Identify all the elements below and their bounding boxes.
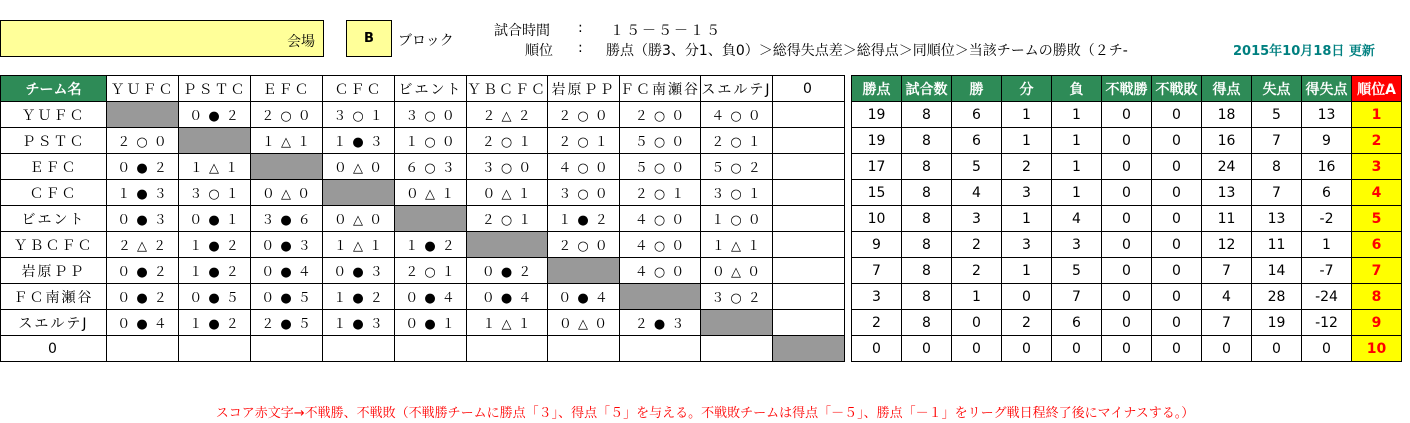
stat-cell: 0 [1302, 336, 1352, 362]
stat-cell: 13 [1202, 180, 1252, 206]
score-cell: ０ ● ５ [179, 284, 251, 310]
stat-cell: 5 [952, 154, 1002, 180]
column-gap [845, 128, 852, 154]
score-cell: １ ● ２ [548, 206, 620, 232]
stat-cell: 0 [1152, 206, 1202, 232]
score-cell: ０ ● ４ [107, 310, 179, 336]
team-name-cell: ＣＦＣ [1, 180, 107, 206]
table-row [1, 128, 1402, 154]
venue-label: 会場 [287, 34, 315, 50]
rank-cell: 8 [1352, 284, 1402, 310]
score-cell: ０ ● ２ [179, 102, 251, 128]
score-cell: ２ △ ２ [467, 102, 548, 128]
self-match-cell [620, 284, 701, 310]
self-match-cell [467, 232, 548, 258]
score-cell [395, 336, 467, 362]
stat-header-forfeit-losses: 不戦敗 [1152, 76, 1202, 102]
stat-cell: 8 [902, 310, 952, 336]
table-row [1, 206, 1402, 232]
score-cell [773, 102, 845, 128]
stat-cell: 17 [852, 154, 902, 180]
score-cell: １ △ １ [323, 232, 395, 258]
table-row [1, 336, 1402, 362]
rank-cell: 1 [1352, 102, 1402, 128]
stat-cell: 6 [1302, 180, 1352, 206]
stat-cell: 0 [1152, 154, 1202, 180]
stat-cell: 0 [952, 336, 1002, 362]
stat-cell: 12 [1202, 232, 1252, 258]
rank-cell: 3 [1352, 154, 1402, 180]
score-cell: ２ ○ １ [467, 128, 548, 154]
stat-cell: 1 [1052, 102, 1102, 128]
score-cell: ０ △ １ [467, 180, 548, 206]
score-header-7: ＦＣ南瀬谷 [620, 76, 701, 102]
rank-cell: 7 [1352, 258, 1402, 284]
score-cell [773, 258, 845, 284]
stat-cell: 0 [952, 310, 1002, 336]
score-cell [548, 336, 620, 362]
score-cell: １ ○ ０ [395, 128, 467, 154]
stat-cell: 1 [1052, 154, 1102, 180]
match-time-value: １５－５－１５ [610, 23, 722, 39]
stat-header-games: 試合数 [902, 76, 952, 102]
score-cell: ０ ● ２ [107, 154, 179, 180]
team-name-cell: ＥＦＣ [1, 154, 107, 180]
rank-cell: 5 [1352, 206, 1402, 232]
stat-cell: 0 [1152, 258, 1202, 284]
stat-cell: 0 [1102, 206, 1152, 232]
score-cell [773, 310, 845, 336]
table-row [1, 284, 1402, 310]
stat-cell: 8 [902, 284, 952, 310]
score-cell [251, 336, 323, 362]
stat-cell: 13 [1252, 206, 1302, 232]
self-match-cell [251, 154, 323, 180]
stat-cell: 28 [1252, 284, 1302, 310]
stat-cell: 0 [1102, 232, 1152, 258]
stat-cell: 6 [952, 128, 1002, 154]
score-cell: ２ ○ １ [395, 258, 467, 284]
stat-cell: 8 [902, 154, 952, 180]
stat-cell: 0 [1152, 336, 1202, 362]
stat-cell: 0 [1102, 102, 1152, 128]
stat-cell: 1 [1002, 206, 1052, 232]
stat-cell: 8 [1252, 154, 1302, 180]
stat-cell: 2 [952, 258, 1002, 284]
stat-cell: 2 [1002, 310, 1052, 336]
score-cell: ０ ● ４ [251, 258, 323, 284]
score-cell: ０ △ ０ [323, 206, 395, 232]
score-cell [701, 336, 773, 362]
score-cell: ０ △ １ [395, 180, 467, 206]
self-match-cell [323, 180, 395, 206]
score-cell: ４ ○ ０ [620, 232, 701, 258]
stat-cell: 0 [1102, 284, 1152, 310]
stat-cell: 7 [1252, 180, 1302, 206]
score-cell: ２ ○ １ [701, 128, 773, 154]
stat-cell: 3 [1002, 180, 1052, 206]
score-header-5: ＹＢＣＦＣ [467, 76, 548, 102]
stat-cell: 19 [1252, 310, 1302, 336]
stat-cell: 8 [902, 232, 952, 258]
stat-cell: 1 [952, 284, 1002, 310]
stat-cell: -24 [1302, 284, 1352, 310]
score-header-9: 0 [773, 76, 845, 102]
score-cell: ０ △ ０ [323, 154, 395, 180]
score-cell: ２ ○ ０ [548, 102, 620, 128]
self-match-cell [107, 102, 179, 128]
score-cell: ２ ○ ０ [251, 102, 323, 128]
stat-header-forfeit-wins: 不戦勝 [1102, 76, 1152, 102]
stat-cell: 8 [902, 128, 952, 154]
score-cell: １ △ １ [179, 154, 251, 180]
score-cell: ０ ● １ [395, 310, 467, 336]
stat-cell: 0 [1252, 336, 1302, 362]
score-cell: ２ ○ １ [548, 128, 620, 154]
stat-cell: 1 [1002, 128, 1052, 154]
stat-header-points: 勝点 [852, 76, 902, 102]
score-cell [773, 154, 845, 180]
stat-cell: 11 [1202, 206, 1252, 232]
table-row [1, 180, 1402, 206]
score-cell [620, 336, 701, 362]
column-gap [845, 310, 852, 336]
score-header-3: ＣＦＣ [323, 76, 395, 102]
stat-cell: 0 [1152, 284, 1202, 310]
score-cell: １ ● ３ [323, 128, 395, 154]
ranking-rule: 勝点（勝3、分1、負0）＞総得失点差＞総得点＞同順位＞当該チームの勝敗（２チ- [606, 43, 1128, 59]
team-name-cell: 0 [1, 336, 107, 362]
self-match-cell [179, 128, 251, 154]
column-gap [845, 284, 852, 310]
stat-cell: 19 [852, 128, 902, 154]
score-cell: １ ○ ０ [701, 206, 773, 232]
score-cell: ２ △ ２ [107, 232, 179, 258]
score-cell: ３ ○ １ [701, 180, 773, 206]
rank-cell: 2 [1352, 128, 1402, 154]
stat-cell: 0 [1052, 336, 1102, 362]
score-cell: １ ● ２ [395, 232, 467, 258]
stat-cell: 13 [1302, 102, 1352, 128]
venue-field[interactable] [0, 20, 324, 57]
score-cell: ０ ● ４ [548, 284, 620, 310]
score-cell: ０ △ ０ [548, 310, 620, 336]
stat-cell: 0 [1102, 180, 1152, 206]
rank-cell: 9 [1352, 310, 1402, 336]
score-cell: ５ ○ ０ [620, 154, 701, 180]
score-cell: ３ ○ ２ [701, 284, 773, 310]
standings-body [1, 102, 1402, 362]
stat-cell: 4 [1202, 284, 1252, 310]
score-cell: ０ ● ３ [323, 258, 395, 284]
stat-cell: 2 [1002, 154, 1052, 180]
column-gap [845, 336, 852, 362]
score-cell: ０ △ ０ [251, 180, 323, 206]
stat-cell: 0 [1202, 336, 1252, 362]
self-match-cell [773, 336, 845, 362]
score-header-4: ビエント [395, 76, 467, 102]
stat-cell: 15 [852, 180, 902, 206]
score-cell: ４ ○ ０ [620, 258, 701, 284]
score-cell [773, 206, 845, 232]
score-cell: １ ● ２ [179, 310, 251, 336]
stat-cell: 3 [852, 284, 902, 310]
score-cell: １ ● ３ [323, 310, 395, 336]
stat-cell: 0 [902, 336, 952, 362]
stat-cell: 14 [1252, 258, 1302, 284]
team-name-cell: ＹＵＦＣ [1, 102, 107, 128]
score-cell: ５ ○ ２ [701, 154, 773, 180]
score-cell: ４ ○ ０ [548, 154, 620, 180]
column-gap [845, 180, 852, 206]
score-cell: １ ● ２ [179, 232, 251, 258]
stat-cell: -2 [1302, 206, 1352, 232]
score-cell: ６ ○ ３ [395, 154, 467, 180]
score-cell: ２ ○ ０ [548, 232, 620, 258]
score-cell: ０ ● ２ [107, 284, 179, 310]
score-cell [179, 336, 251, 362]
column-gap [845, 258, 852, 284]
score-cell [323, 336, 395, 362]
team-name-cell: ＰＳＴＣ [1, 128, 107, 154]
self-match-cell [395, 206, 467, 232]
self-match-cell [548, 258, 620, 284]
score-cell: ０ ● ５ [251, 284, 323, 310]
team-name-cell: ビエント [1, 206, 107, 232]
stat-cell: 9 [1302, 128, 1352, 154]
stat-cell: -7 [1302, 258, 1352, 284]
stat-cell: 0 [1002, 284, 1052, 310]
stat-cell: 10 [852, 206, 902, 232]
stat-cell: 4 [1052, 206, 1102, 232]
score-cell: ０ ● ３ [251, 232, 323, 258]
score-header-1: ＰＳＴＣ [179, 76, 251, 102]
rank-cell: 4 [1352, 180, 1402, 206]
stat-cell: 8 [902, 180, 952, 206]
score-cell: ２ ● ５ [251, 310, 323, 336]
stat-cell: 8 [902, 206, 952, 232]
ranking-label: 順位 [525, 43, 553, 59]
score-cell [773, 180, 845, 206]
match-time-colon: : [578, 20, 583, 36]
stat-cell: 7 [1252, 128, 1302, 154]
score-header-8: スエルテJ [701, 76, 773, 102]
stat-cell: 3 [952, 206, 1002, 232]
stat-cell: 9 [852, 232, 902, 258]
team-name-cell: スエルテJ [1, 310, 107, 336]
stat-cell: 1 [1302, 232, 1352, 258]
stat-cell: 0 [1102, 128, 1152, 154]
stat-cell: 1 [1002, 258, 1052, 284]
table-row [1, 102, 1402, 128]
stat-cell: 11 [1252, 232, 1302, 258]
stat-cell: 7 [852, 258, 902, 284]
stat-cell: -12 [1302, 310, 1352, 336]
score-cell: ０ ● １ [179, 206, 251, 232]
standings-table [0, 75, 1402, 362]
stat-cell: 2 [852, 310, 902, 336]
stat-cell: 8 [902, 102, 952, 128]
stat-cell: 0 [1152, 232, 1202, 258]
score-cell: １ ● ２ [179, 258, 251, 284]
score-cell [773, 284, 845, 310]
stat-cell: 0 [1152, 180, 1202, 206]
score-cell: １ △ １ [701, 232, 773, 258]
stat-cell: 5 [1052, 258, 1102, 284]
score-cell: ２ ● ３ [620, 310, 701, 336]
rank-cell: 10 [1352, 336, 1402, 362]
stat-cell: 0 [1152, 102, 1202, 128]
stat-cell: 1 [1052, 128, 1102, 154]
score-cell: ０ ● ４ [395, 284, 467, 310]
stat-cell: 0 [1152, 128, 1202, 154]
team-name-cell: 岩原ＰＰ [1, 258, 107, 284]
score-cell [773, 128, 845, 154]
update-date: 2015年10月18日 更新 [1233, 44, 1375, 59]
rank-cell: 6 [1352, 232, 1402, 258]
stat-cell: 16 [1302, 154, 1352, 180]
score-cell: ５ ○ ０ [620, 128, 701, 154]
stat-cell: 0 [1152, 310, 1202, 336]
stat-cell: 18 [1202, 102, 1252, 128]
stat-cell: 0 [1102, 258, 1152, 284]
score-cell: １ ● ３ [107, 180, 179, 206]
stat-header-goals-against: 失点 [1252, 76, 1302, 102]
column-gap [845, 206, 852, 232]
score-cell [107, 336, 179, 362]
team-name-cell: ＦＣ南瀬谷 [1, 284, 107, 310]
block-field[interactable]: B [346, 20, 392, 57]
table-row [1, 232, 1402, 258]
stat-cell: 0 [1002, 336, 1052, 362]
score-header-0: ＹＵＦＣ [107, 76, 179, 102]
stat-header-goal-diff: 得失点 [1302, 76, 1352, 102]
self-match-cell [701, 310, 773, 336]
column-gap [845, 102, 852, 128]
score-cell: ２ ○ １ [620, 180, 701, 206]
stat-header-rank: 順位A [1352, 76, 1402, 102]
stat-cell: 24 [1202, 154, 1252, 180]
footer-note: スコア赤文字→不戦勝、不戦敗（不戦勝チームに勝点「３」、得点「５」を与える。不戦敗チームは得点「－５」、勝点「－１」をリーグ戦日程終了後にマイナスする。） [215, 406, 1195, 421]
team-name-cell: ＹＢＣＦＣ [1, 232, 107, 258]
table-row [1, 258, 1402, 284]
score-cell: ４ ○ ０ [701, 102, 773, 128]
score-cell [467, 336, 548, 362]
block-label: ブロック [398, 33, 454, 49]
table-header-row [1, 76, 1402, 102]
team-column-header: チーム名 [1, 76, 107, 102]
score-cell: ３ ○ ０ [395, 102, 467, 128]
score-cell: ３ ● ６ [251, 206, 323, 232]
stat-header-losses: 負 [1052, 76, 1102, 102]
stat-header-wins: 勝 [952, 76, 1002, 102]
score-cell: ３ ○ １ [323, 102, 395, 128]
score-cell: ３ ○ ０ [548, 180, 620, 206]
stat-cell: 1 [1002, 102, 1052, 128]
score-cell [773, 232, 845, 258]
table-row [1, 310, 1402, 336]
score-cell: ３ ○ １ [179, 180, 251, 206]
stat-cell: 0 [1102, 154, 1152, 180]
stat-cell: 0 [1102, 336, 1152, 362]
stat-cell: 5 [1252, 102, 1302, 128]
stat-header-draws: 分 [1002, 76, 1052, 102]
stat-cell: 7 [1052, 284, 1102, 310]
stat-cell: 6 [1052, 310, 1102, 336]
column-gap [845, 232, 852, 258]
match-time-label: 試合時間 [494, 23, 550, 39]
stat-cell: 4 [952, 180, 1002, 206]
score-cell: ０ ● ２ [107, 258, 179, 284]
score-cell: ０ ● ３ [107, 206, 179, 232]
stat-cell: 16 [1202, 128, 1252, 154]
score-cell: ０ ● ２ [467, 258, 548, 284]
stat-cell: 0 [1102, 310, 1152, 336]
score-cell: ３ ○ ０ [467, 154, 548, 180]
score-cell: １ ● ２ [323, 284, 395, 310]
stat-cell: 7 [1202, 310, 1252, 336]
stat-cell: 19 [852, 102, 902, 128]
score-cell: ０ ● ４ [467, 284, 548, 310]
column-gap [845, 154, 852, 180]
score-cell: ２ ○ ０ [107, 128, 179, 154]
column-gap [845, 76, 852, 102]
stat-cell: 1 [1052, 180, 1102, 206]
stat-cell: 6 [952, 102, 1002, 128]
score-cell: １ △ １ [251, 128, 323, 154]
score-header-6: 岩原ＰＰ [548, 76, 620, 102]
score-cell: ２ ○ １ [467, 206, 548, 232]
score-header-2: ＥＦＣ [251, 76, 323, 102]
ranking-colon: : [578, 40, 583, 56]
stat-cell: 0 [852, 336, 902, 362]
score-cell: ４ ○ ０ [620, 206, 701, 232]
score-cell: １ △ １ [467, 310, 548, 336]
stat-cell: 8 [902, 258, 952, 284]
score-cell: ０ △ ０ [701, 258, 773, 284]
stat-cell: 3 [1002, 232, 1052, 258]
stat-header-goals-for: 得点 [1202, 76, 1252, 102]
score-cell: ２ ○ ０ [620, 102, 701, 128]
stat-cell: 3 [1052, 232, 1102, 258]
table-row [1, 154, 1402, 180]
stat-cell: 2 [952, 232, 1002, 258]
stat-cell: 7 [1202, 258, 1252, 284]
